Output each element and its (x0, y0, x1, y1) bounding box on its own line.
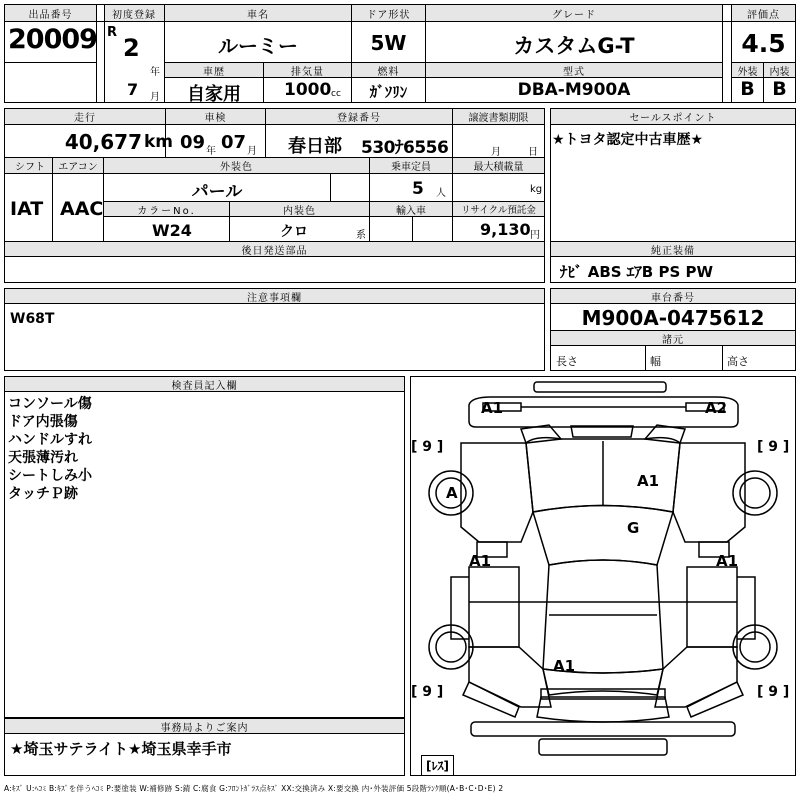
inspector-notes (8, 395, 92, 503)
color-header: 外装色 (104, 158, 369, 173)
tire-rear-right: [ 9 ] (757, 684, 790, 700)
office-header: 事務局よりご案内 (5, 719, 404, 733)
era-letter: R (107, 25, 118, 40)
chassis-number: M900A-0475612 (581, 306, 765, 330)
mileage-header: 走行 (5, 109, 165, 124)
fuel: ｶﾞｿﾘﾝ (369, 83, 408, 101)
capacity-header: 乗車定員 (370, 158, 452, 173)
width-label: 幅 (650, 355, 661, 368)
color-no-header: カラーNo. (104, 202, 229, 216)
first-reg-month: 7 (127, 80, 139, 99)
score-header: 評価点 (732, 5, 795, 21)
inspection-year-unit: 年 (206, 146, 216, 157)
displacement: 1000 (284, 80, 332, 100)
first-reg-header: 初度登録 (104, 5, 164, 21)
month-unit: 月 (150, 92, 160, 103)
transfer-header: 譲渡書類期限 (453, 109, 544, 124)
equipment-header: 純正装備 (551, 242, 795, 256)
interior-header: 内装 (764, 63, 795, 77)
inspector-line: ハンドルすれ (8, 432, 92, 448)
transfer-day-unit: 日 (528, 147, 538, 158)
car-name-header: 車名 (165, 5, 351, 21)
reg-number: 530ﾅ6556 (361, 138, 449, 158)
exterior-grade: B (740, 78, 755, 100)
interior-color: クロ (280, 224, 308, 240)
inspector-header: 検査員記入欄 (5, 377, 404, 391)
equipment: ﾅﾋﾞ ABS ｴｱB PS PW (560, 263, 714, 281)
mark-windshield: G (627, 519, 640, 537)
specs-header: 諸元 (551, 331, 795, 345)
displacement-unit: cc (331, 89, 341, 99)
office-text: ★埼玉サテライト★埼玉県幸手市 (10, 740, 232, 758)
import-header: 輸入車 (370, 202, 452, 216)
height-label: 高さ (727, 355, 749, 368)
car-name: ルーミー (218, 34, 298, 58)
inspection-month-unit: 月 (247, 146, 257, 157)
score: 4.5 (741, 29, 786, 58)
load-header: 最大積載量 (453, 158, 544, 173)
model: DBA-M900A (517, 80, 631, 100)
inspection-year: 09 (180, 132, 206, 153)
spare-tire: [ﾚｽ] (421, 755, 454, 776)
mark-front-right: A2 (705, 399, 728, 417)
mark-front-left: A1 (481, 399, 504, 417)
displacement-header: 排気量 (264, 63, 351, 77)
exterior-header: 外装 (732, 63, 763, 77)
chassis-header: 車台番号 (551, 289, 795, 303)
mark-left-door: A1 (469, 552, 492, 570)
exterior-color: パール (191, 182, 243, 202)
inspector-line: 天張薄汚れ (8, 450, 78, 466)
inspector-line: ドア内張傷 (8, 414, 78, 430)
tire-rear-left: [ 9 ] (411, 684, 444, 700)
history-header: 車歴 (165, 63, 263, 77)
inspection-month: 07 (221, 132, 247, 153)
length-label: 長さ (556, 355, 578, 368)
capacity: 5 (412, 179, 424, 199)
air-conditioner: AAC (60, 198, 104, 220)
caution-text: W68T (10, 311, 55, 327)
sales-point-header: セールスポイント (551, 109, 795, 124)
recycle-header: リサイクル預託金 (453, 202, 544, 216)
reg-no-header: 登録番号 (266, 109, 452, 124)
sales-point: ★トヨタ認定中古車歴★ (552, 132, 704, 148)
grade-header: グレード (426, 5, 722, 21)
mark-right-door: A1 (716, 552, 739, 570)
history: 自家用 (187, 84, 241, 105)
capacity-unit: 人 (436, 188, 446, 199)
color-number: W24 (152, 221, 192, 240)
interior-grade: B (772, 78, 787, 100)
tire-front-right: [ 9 ] (757, 439, 790, 455)
tire-front-left: [ 9 ] (411, 439, 444, 455)
later-parts-header: 後日発送部品 (5, 242, 544, 256)
interior-color-unit: 系 (356, 230, 366, 241)
door-type: 5W (370, 31, 407, 55)
car-diagram (410, 376, 796, 776)
model-header: 型式 (426, 63, 722, 77)
ac-header: エアコン (53, 158, 103, 173)
car-outline (411, 377, 795, 775)
fuel-header: 燃料 (352, 63, 425, 77)
mark-roof-rear: A1 (553, 657, 576, 675)
reg-place: 春日部 (288, 136, 342, 157)
shift-header: シフト (5, 158, 52, 173)
legend: A:ｷｽﾞ U:ﾍｺﾐ B:ｷｽﾞを伴うﾍｺﾐ P:要塗装 W:補修跡 S:錆 C:腐食 G:ﾌﾛﾝﾄｶﾞﾗｽ点ｷｽﾞ XX:交換済み X:要交換 内･外装評価 5段階ﾗﾝｸ順(A･B･C･D･E) 2 (4, 784, 504, 793)
mileage: 40,677 (64, 130, 142, 154)
mark-front-wheel-left: A (446, 484, 458, 502)
inspector-line: シートしみ小 (8, 468, 92, 484)
recycle-unit: 円 (530, 230, 540, 241)
year-unit: 年 (150, 67, 160, 78)
lot-no-header: 出品番号 (5, 5, 96, 21)
inspector-line: コンソール傷 (8, 396, 92, 412)
lot-number: 20009 (8, 24, 97, 55)
caution-header: 注意事項欄 (5, 289, 544, 303)
load-unit: kg (530, 184, 543, 195)
door-header: ドア形状 (352, 5, 425, 21)
inspection-header: 車検 (166, 109, 265, 124)
mileage-unit: km (144, 132, 174, 152)
grade: カスタムG-T (513, 34, 635, 58)
first-reg-year: 2 (123, 34, 140, 62)
shift: IAT (10, 198, 44, 220)
recycle-fee: 9,130 (480, 220, 531, 239)
interior-color-header: 内装色 (230, 202, 369, 216)
inspector-line: タッチＰ跡 (8, 486, 78, 502)
mark-bonnet: A1 (637, 472, 660, 490)
transfer-month-unit: 月 (491, 147, 501, 158)
